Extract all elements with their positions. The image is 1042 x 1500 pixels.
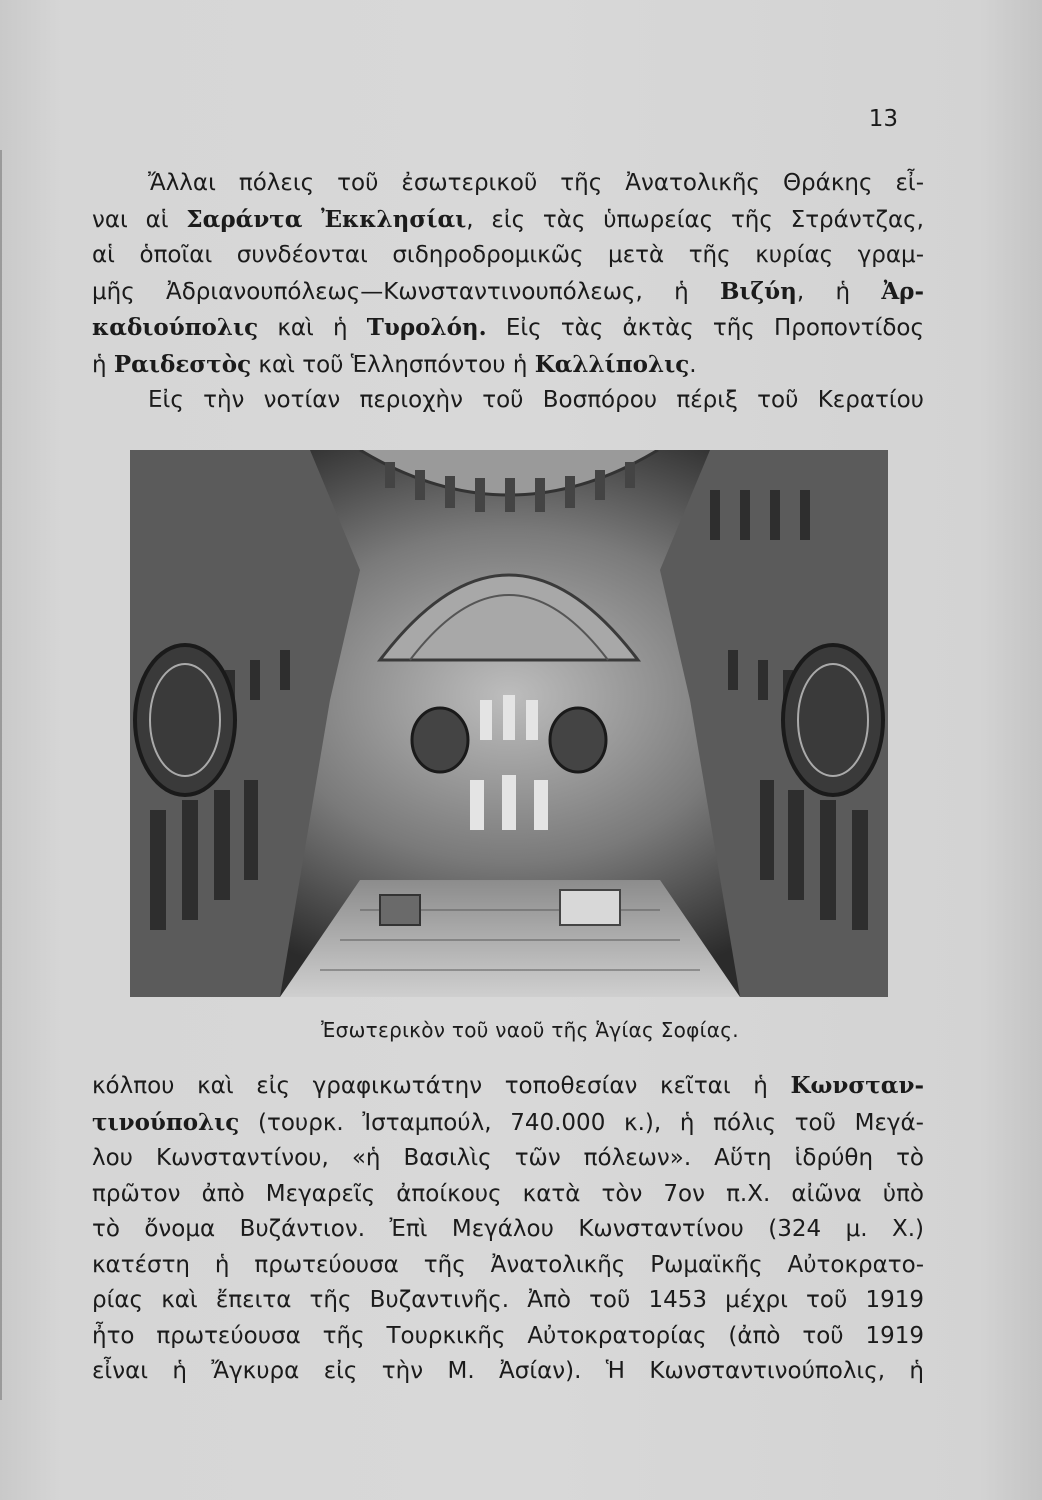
- text-line: αἱ ὁποῖαι συνδέονται σιδηροδρομικῶς μετὰ τῆς κυρίας γραμ-: [92, 242, 924, 268]
- text-line: πρῶτον ἀπὸ Μεγαρεῖς ἀποίκους κατὰ τὸν 7ον π.Χ. αἰῶνα ὑπὸ: [92, 1180, 924, 1207]
- text-line: τὸ ὄνομα Βυζάντιον. Ἐπὶ Μεγάλου Κωνσταντίνου (324 μ. Χ.): [92, 1216, 924, 1242]
- text-line: τινούπολις (τουρκ. Ἰσταμπούλ, 740.000 κ.), ἡ πόλις τοῦ Μεγά-: [92, 1108, 924, 1136]
- text-line: καδιούπολις καὶ ἡ Τυρολόη. Εἰς τὰς ἀκτὰς τῆς Προποντίδος: [92, 314, 924, 341]
- text-line: ναι αἱ Σαράντα Ἐκκλησίαι, εἰς τὰς ὑπωρείας τῆς Στράντζας,: [92, 205, 924, 233]
- text-line: λου Κωνσταντίνου, «ἡ Βασιλὶς τῶν πόλεων». Αὕτη ἱδρύθη τὸ: [92, 1145, 924, 1171]
- figure-caption: Ἐσωτερικὸν τοῦ ναοῦ τῆς Ἁγίας Σοφίας.: [321, 1018, 739, 1042]
- page-number: 13: [868, 106, 898, 132]
- text-line: κόλπου καὶ εἰς γραφικωτάτην τοποθεσίαν κεῖται ἡ Κωνσταν-: [92, 1072, 924, 1099]
- text-line: ἦτο πρωτεύουσα τῆς Τουρκικῆς Αὐτοκρατορίας (ἀπὸ τοῦ 1919: [92, 1322, 924, 1349]
- text-line: Ἄλλαι πόλεις τοῦ ἐσωτερικοῦ τῆς Ἀνατολικῆς Θράκης εἶ-: [148, 170, 924, 196]
- text-line: ἡ Ραιδεστὸς καὶ τοῦ Ἑλλησπόντου ἡ Καλλίπολις.: [92, 350, 697, 378]
- paragraph-2-continued: [92, 1068, 924, 1390]
- text-line: κατέστη ἡ πρωτεύουσα τῆς Ἀνατολικῆς Ρωμαϊκῆς Αὐτοκρατο-: [92, 1251, 924, 1278]
- text-line: ρίας καὶ ἔπειτα τῆς Βυζαντινῆς. Ἀπὸ τοῦ 1453 μέχρι τοῦ 1919: [92, 1287, 924, 1313]
- paragraph-1: [92, 166, 924, 419]
- text-line: μῆς Ἀδριανουπόλεως—Κωνσταντινουπόλεως, ἡ Βιζύη, ἡ Ἀρ-: [92, 277, 924, 305]
- hagia-sophia-photo: [130, 450, 888, 997]
- page-edge-shadow: [0, 150, 2, 1400]
- text-line: Εἰς τὴν νοτίαν περιοχὴν τοῦ Βοσπόρου πέριξ τοῦ Κερατίου: [148, 387, 924, 413]
- text-line: εἶναι ἡ Ἄγκυρα εἰς τὴν Μ. Ἀσίαν). Ἡ Κωνσταντινούπολις, ἡ: [92, 1358, 924, 1384]
